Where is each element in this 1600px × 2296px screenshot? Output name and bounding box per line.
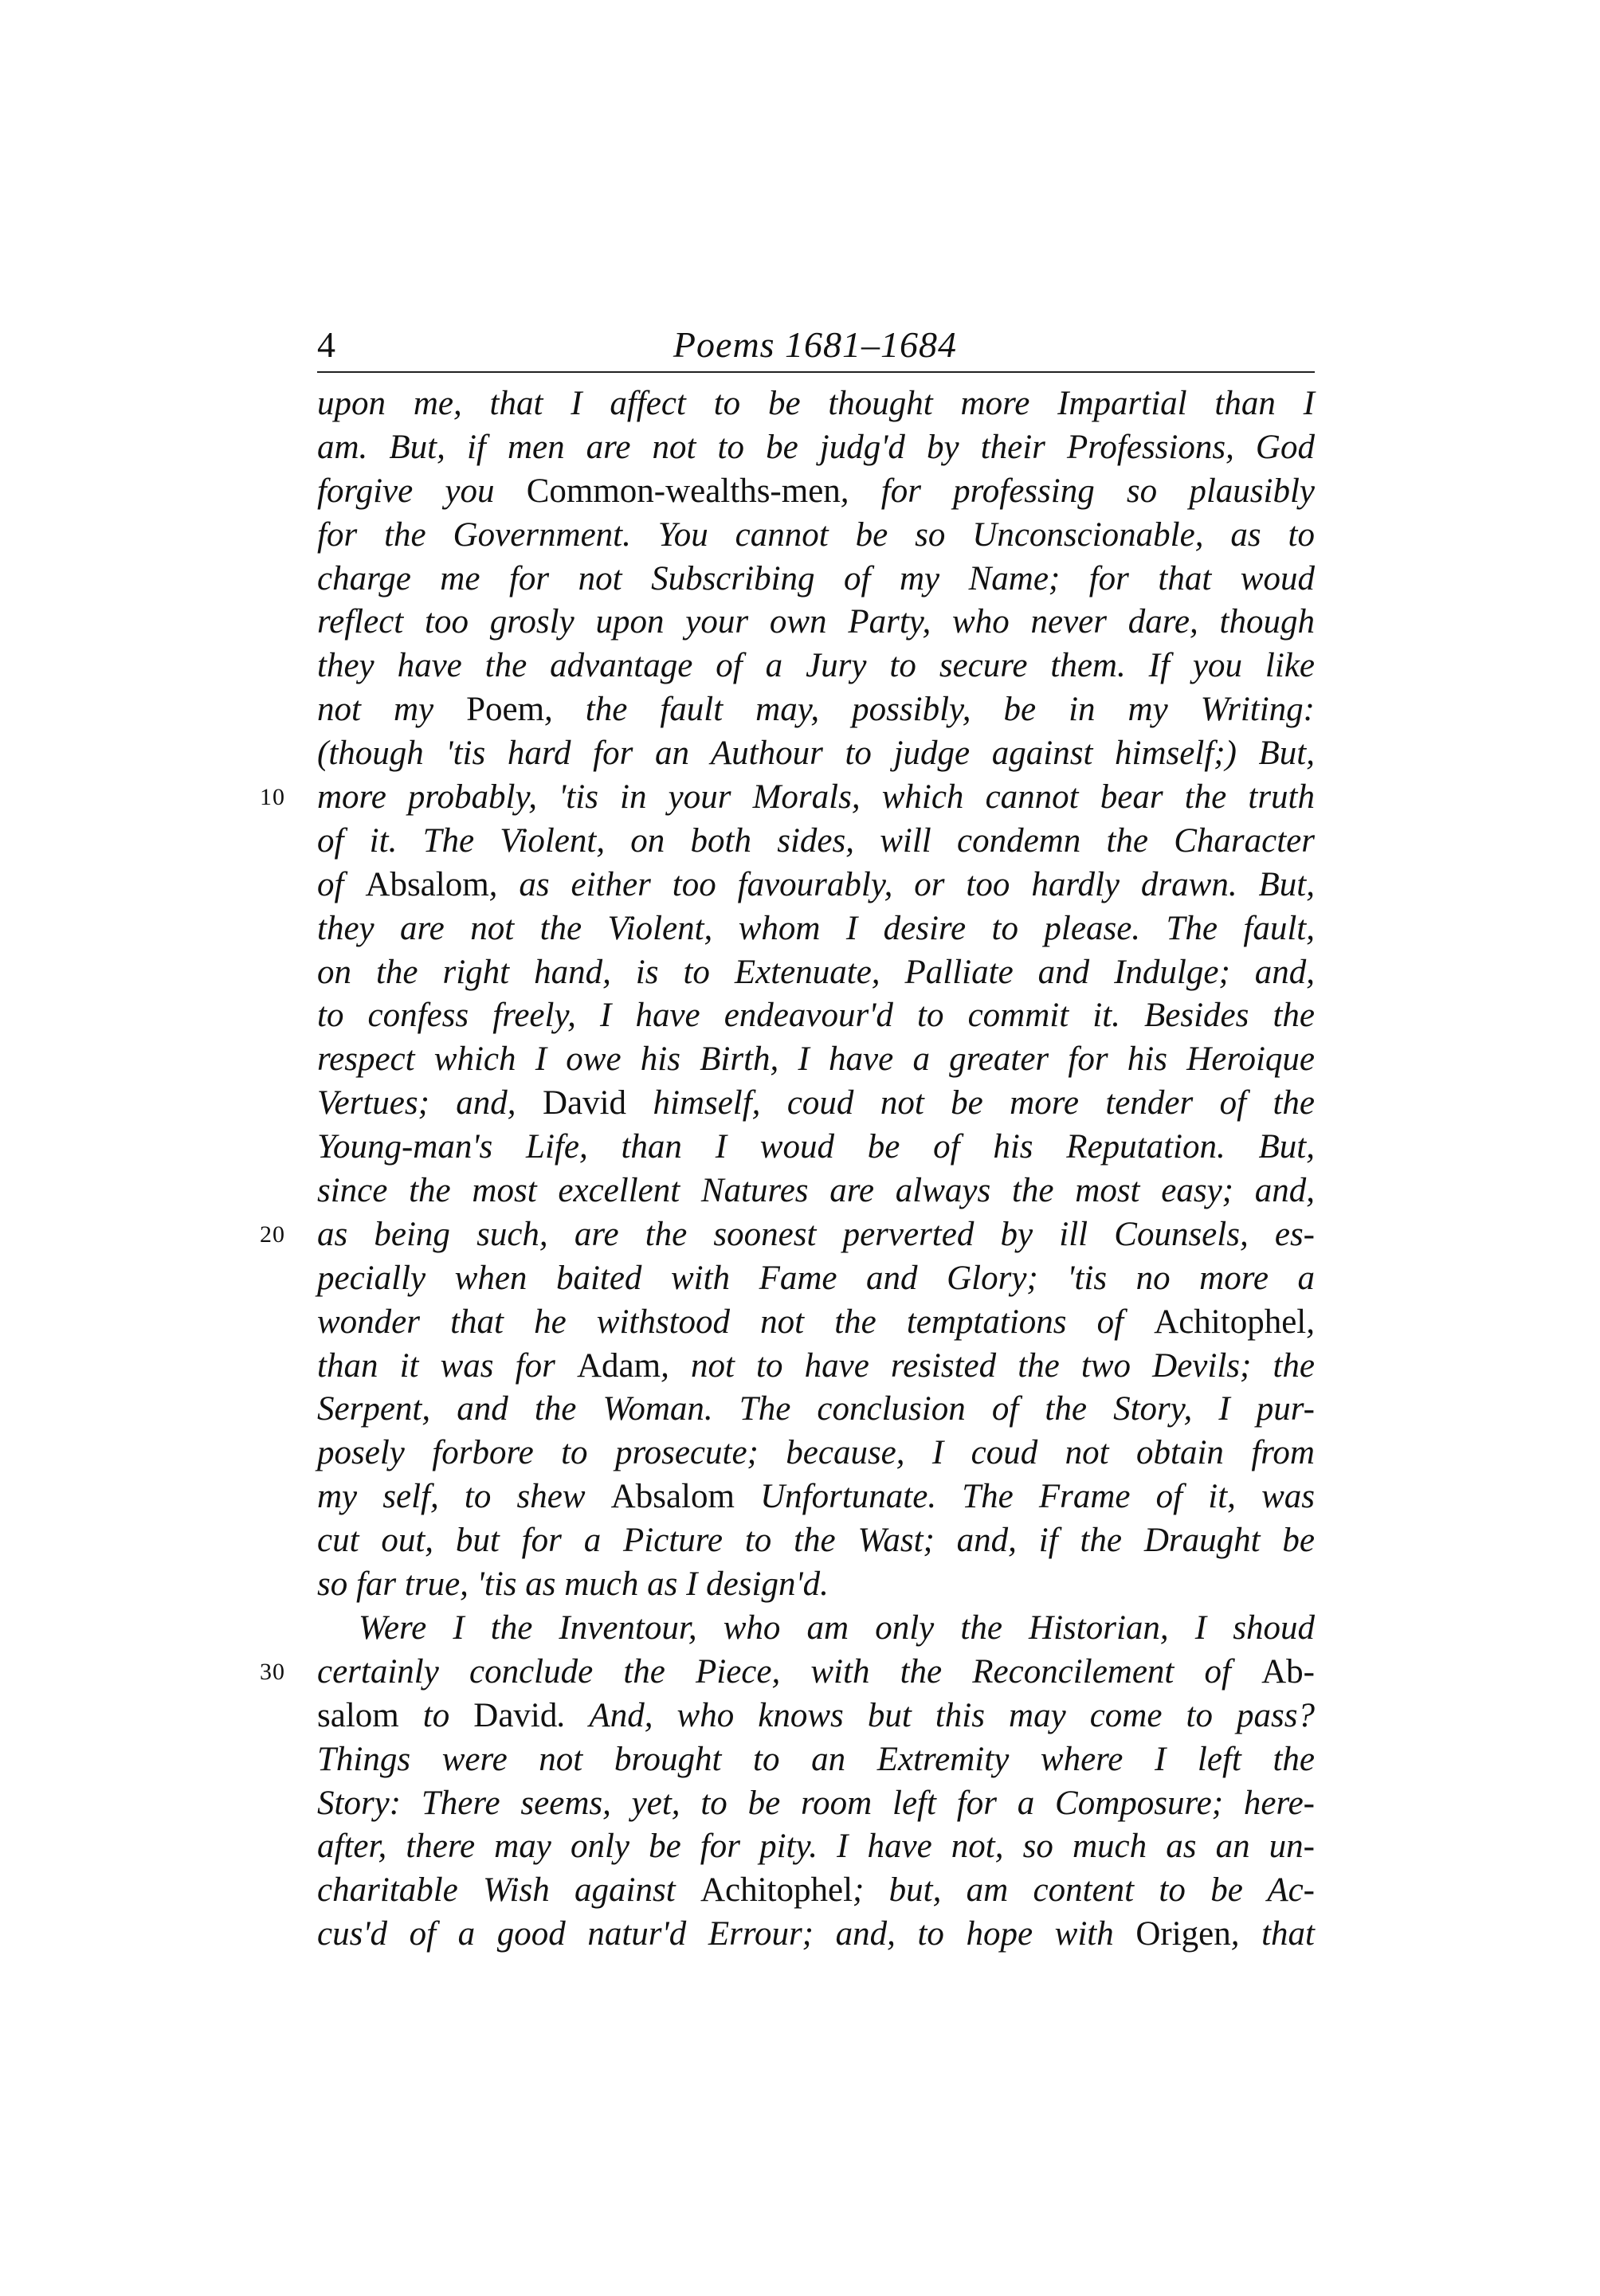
text-line	[317, 1519, 1315, 1563]
text-line	[317, 1475, 1315, 1519]
italic-text: respect which I owe his Birth, I have a greater for his Heroique	[317, 1040, 1315, 1079]
roman-text: Poem	[466, 691, 545, 729]
italic-text: Were I the Inventour, who am only the Historian, I shoud	[359, 1608, 1315, 1647]
italic-text: on the right hand, is to Extenuate, Palliate and Indulge; and,	[317, 953, 1315, 991]
roman-text: David	[542, 1084, 627, 1123]
text-line	[317, 470, 1315, 514]
roman-text: Absalom	[365, 865, 489, 903]
italic-text: . And, who knows but this may come to pass?	[557, 1696, 1315, 1734]
italic-text: so far true, 'tis as much as I design'd.	[317, 1565, 829, 1604]
text-line	[260, 776, 1315, 820]
line-number: 20	[260, 1220, 285, 1248]
roman-text: Ab-	[1261, 1652, 1315, 1691]
text-line	[317, 514, 1315, 558]
text-line	[317, 1126, 1315, 1170]
page-number: 4	[317, 324, 335, 365]
italic-text: cut out, but for a Picture to the Wast; and, if the Draught be	[317, 1522, 1315, 1560]
text-line	[317, 382, 1315, 426]
italic-text: they are not the Violent, whom I desire to please. The fault,	[317, 909, 1315, 947]
text-line	[317, 907, 1315, 951]
italic-text: for the Government. You cannot be so Unconscionable, as to	[317, 515, 1315, 554]
italic-text: , the fault may, possibly, be in my Writing:	[544, 691, 1315, 729]
text-line	[317, 1738, 1315, 1782]
italic-text: as being such, are the soonest perverted by ill Counsels, es-	[317, 1215, 1315, 1253]
text-line	[317, 1695, 1315, 1738]
italic-text: to confess freely, I have endeavour'd to commit it. Besides the	[317, 997, 1315, 1035]
roman-text: Adam	[576, 1346, 661, 1385]
italic-text: cus'd of a good natur'd Errour; and, to hope with	[317, 1915, 1136, 1953]
text-line	[317, 820, 1315, 864]
roman-text: David	[473, 1696, 558, 1734]
italic-text: to	[398, 1696, 474, 1734]
italic-text: Story: There seems, yet, to be room left for a Composure; here-	[317, 1784, 1315, 1822]
italic-text: Vertues; and,	[317, 1084, 543, 1123]
roman-text: Achitophel	[700, 1871, 853, 1910]
text-line	[317, 645, 1315, 688]
italic-text: more probably, 'tis in your Morals, which cannot bear the truth	[317, 778, 1315, 817]
body-text	[260, 382, 1315, 1957]
roman-text: Absalom	[610, 1478, 735, 1516]
header-rule	[317, 371, 1315, 373]
italic-text: my self, to shew	[317, 1478, 611, 1516]
italic-text: himself, coud not be more tender of the	[626, 1084, 1315, 1123]
line-number: 30	[260, 1658, 285, 1685]
italic-text: ; but, am content to be Ac-	[853, 1871, 1315, 1910]
roman-text: Achitophel	[1154, 1303, 1307, 1341]
text-line	[317, 1301, 1315, 1345]
italic-text: Serpent, and the Woman. The conclusion of the Story, I pur-	[317, 1390, 1315, 1428]
roman-text: Origen	[1135, 1915, 1231, 1953]
text-line	[317, 558, 1315, 601]
italic-text: Young-man's Life, than I woud be of his Reputation. But,	[317, 1128, 1315, 1166]
italic-text: after, there may only be for pity. I have not, so much as an un-	[317, 1828, 1315, 1866]
italic-text: Unfortunate. The Frame of it, was	[734, 1478, 1315, 1516]
text-line	[317, 1782, 1315, 1826]
italic-text: ,	[1306, 1303, 1315, 1341]
text-line	[317, 1825, 1315, 1869]
text-line	[317, 1913, 1315, 1957]
italic-text: , as either too favourably, or too hardly drawn. But,	[488, 865, 1315, 903]
italic-text: pecially when baited with Fame and Glory; 'tis no more a	[317, 1259, 1315, 1297]
running-head: Poems 1681–1684	[673, 324, 958, 365]
text-line	[317, 1607, 1315, 1651]
italic-text: , not to have resisted the two Devils; the	[661, 1346, 1315, 1385]
line-number: 10	[260, 784, 285, 811]
text-line	[317, 1082, 1315, 1126]
roman-text: salom	[317, 1696, 399, 1734]
italic-text: certainly conclude the Piece, with the Reconcilement of	[317, 1652, 1262, 1691]
italic-text: (though 'tis hard for an Authour to judge against himself;) But,	[317, 735, 1315, 773]
italic-text: of it. The Violent, on both sides, will condemn the Character	[317, 821, 1315, 860]
text-line	[317, 1038, 1315, 1082]
italic-text: of	[317, 865, 366, 903]
italic-text: , for professing so plausibly	[840, 472, 1315, 510]
text-line	[317, 1563, 1315, 1607]
text-line	[260, 1651, 1315, 1695]
text-line	[317, 1257, 1315, 1301]
text-line	[317, 732, 1315, 776]
italic-text: since the most excellent Natures are always the most easy; and,	[317, 1172, 1315, 1210]
italic-text: they have the advantage of a Jury to secure them. If you like	[317, 647, 1315, 685]
text-line	[317, 1869, 1315, 1913]
italic-text: , that	[1230, 1915, 1315, 1953]
page-header	[317, 317, 1313, 373]
italic-text: am. But, if men are not to be judg'd by their Professions, God	[317, 428, 1315, 466]
text-line	[317, 601, 1315, 645]
text-line	[317, 864, 1315, 907]
text-line	[317, 1345, 1315, 1389]
text-line	[317, 994, 1315, 1038]
roman-text: Common-wealths-men	[526, 472, 841, 510]
italic-text: Things were not brought to an Extremity where I left the	[317, 1740, 1315, 1778]
italic-text: posely forbore to prosecute; because, I coud not obtain from	[317, 1434, 1315, 1472]
text-line	[317, 1432, 1315, 1475]
text-line	[317, 951, 1315, 995]
italic-text: forgive you	[317, 472, 527, 510]
text-line	[317, 688, 1315, 732]
text-line	[317, 1170, 1315, 1213]
italic-text: wonder that he withstood not the temptations of	[317, 1303, 1155, 1341]
text-line	[317, 1388, 1315, 1432]
italic-text: than it was for	[317, 1346, 577, 1385]
italic-text: charge me for not Subscribing of my Name; for that woud	[317, 559, 1315, 598]
italic-text: not my	[317, 691, 467, 729]
text-line	[260, 1213, 1315, 1257]
italic-text: upon me, that I affect to be thought more Impartial than I	[317, 385, 1315, 422]
text-line	[317, 426, 1315, 470]
italic-text: reflect too grosly upon your own Party, who never dare, though	[317, 603, 1315, 641]
italic-text: charitable Wish against	[317, 1871, 700, 1910]
